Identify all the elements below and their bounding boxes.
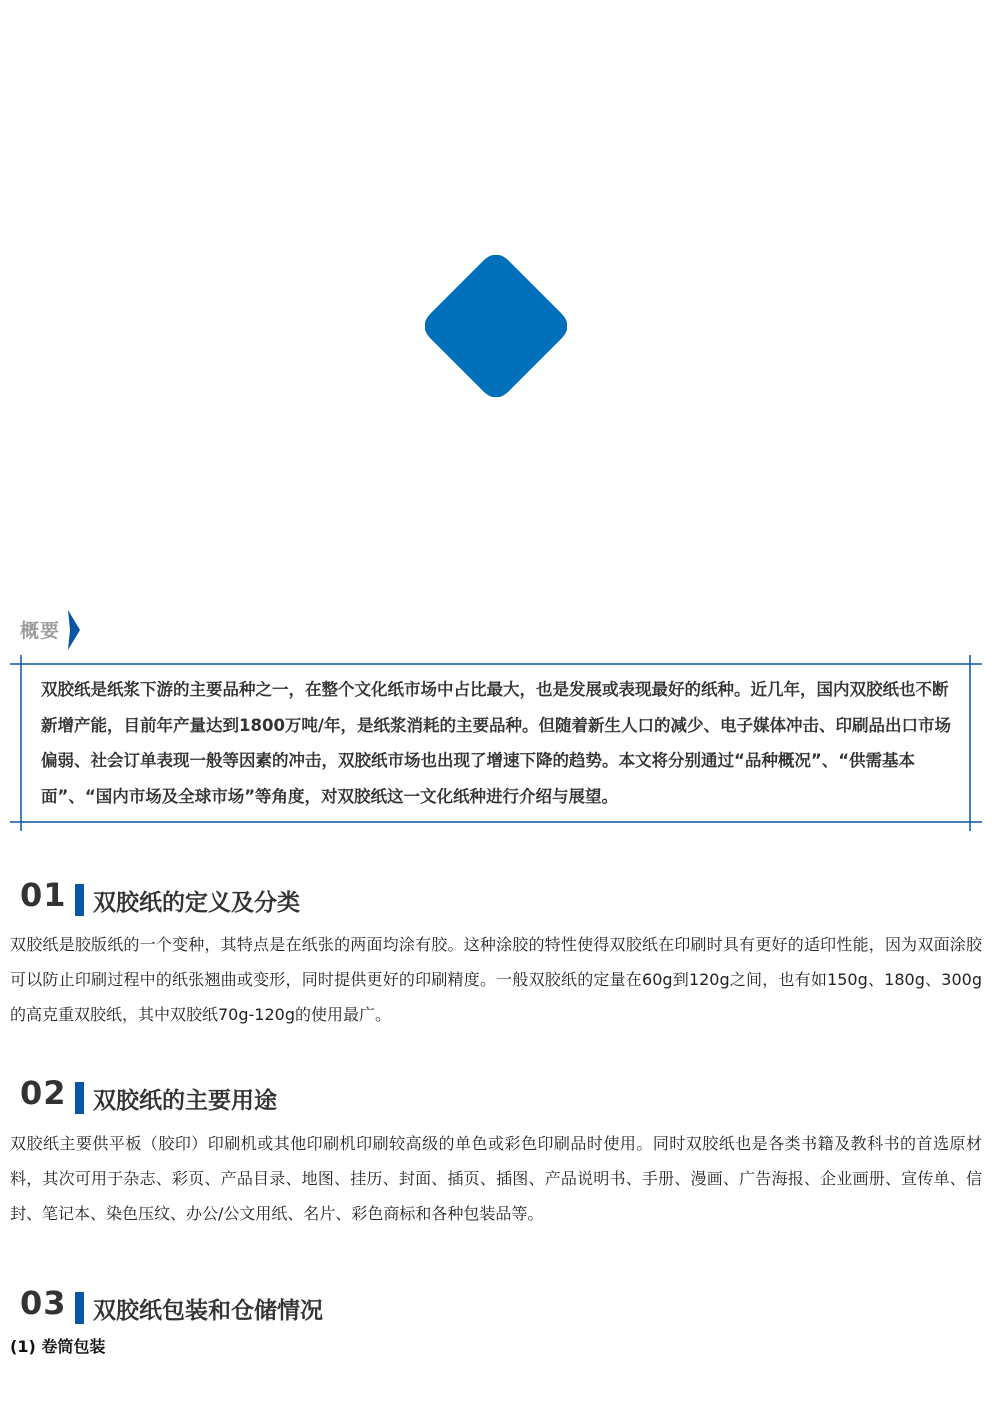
section-heading-02 (20, 1074, 720, 1120)
summary-label: 概要 (20, 620, 61, 642)
summary-text: 双胶纸是纸浆下游的主要品种之一，在整个文化纸市场中占比最大，也是发展或表现最好的纸种。近几年，国内双胶纸也不断新增产能，目前年产量达到1800万吨/年，是纸浆消耗的主要品种。但随着新生人口的减少、电子媒体冲击、印刷品出口市场偏弱、社会订单表现一般等因素的冲击，双胶纸市场也出现了增速下降的趋势。本文将分别通过“品种概况”、“供需基本面”、“国内市场及全球市场”等角度，对双胶纸这一文化纸种进行介绍与展望。 (41, 680, 951, 806)
diamond-logo-icon (425, 255, 567, 397)
section-body-02: 双胶纸主要供平板（胶印）印刷机或其他印刷机印刷较高级的单色或彩色印刷品时使用。同时双胶纸也是各类书籍及教科书的首选原材料，其次可用于杂志、彩页、产品目录、地图、挂历、封面、插页、插图、产品说明书、手册、漫画、广告海报、企业画册、宣传单、信封、笔记本、染色压纹、办公/公文用纸、名片、彩色商标和各种包装品等。 (10, 1134, 982, 1223)
section-title: 双胶纸包装和仓储情况 (93, 1298, 323, 1324)
section-title: 双胶纸的定义及分类 (93, 890, 300, 916)
section-accent-bar (75, 1292, 84, 1324)
section-heading-01 (20, 876, 720, 922)
section-accent-bar (75, 1082, 84, 1114)
section-heading-03 (20, 1284, 720, 1330)
section-subheading: (1) 卷筒包装 (10, 1337, 106, 1356)
chevron-right-icon (68, 610, 80, 650)
section-accent-bar (75, 884, 84, 916)
section-number: 01 (20, 876, 67, 914)
section-number: 03 (20, 1284, 67, 1322)
section-body-01: 双胶纸是胶版纸的一个变种，其特点是在纸张的两面均涂有胶。这种涂胶的特性使得双胶纸在印刷时具有更好的适印性能，因为双面涂胶可以防止印刷过程中的纸张翘曲或变形，同时提供更好的印刷精度。一般双胶纸的定量在60g到120g之间，也有如150g、180g、300g的高克重双胶纸，其中双胶纸70g-120g的使用最广。 (10, 935, 982, 1024)
section-title: 双胶纸的主要用途 (93, 1088, 277, 1114)
summary-box (10, 655, 982, 831)
section-number: 02 (20, 1074, 67, 1112)
